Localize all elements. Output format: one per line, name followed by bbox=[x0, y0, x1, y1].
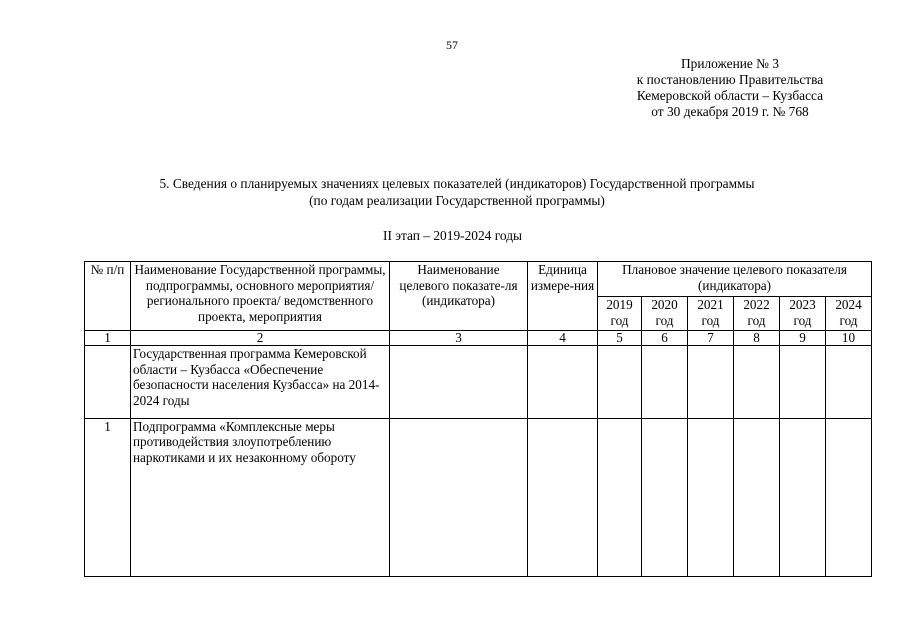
header-planned-value: Плановое значение целевого показателя (индикатора) bbox=[598, 262, 872, 297]
empty-cell bbox=[688, 418, 734, 576]
header-indicator: Наименование целевого показате-ля (индикатора) bbox=[390, 262, 528, 331]
column-number: 3 bbox=[390, 330, 528, 346]
column-number: 5 bbox=[598, 330, 642, 346]
row-num bbox=[85, 346, 131, 419]
row-name: Государственная программа Кемеровской области – Кузбасса «Обеспечение безопасности населения Кузбасса» на 2014-2024 годы bbox=[131, 346, 390, 419]
row-name: Подпрограмма «Комплексные меры противодействия злоупотреблению наркотиками и их незаконному обороту bbox=[131, 418, 390, 576]
appendix-line: Кемеровской области – Кузбасса bbox=[636, 88, 824, 103]
empty-cell bbox=[528, 418, 598, 576]
empty-cell bbox=[826, 418, 872, 576]
header-year: 2022 год bbox=[734, 297, 780, 330]
page-number: 57 bbox=[446, 38, 458, 52]
column-number: 2 bbox=[131, 330, 390, 346]
table-row bbox=[85, 346, 872, 419]
stage-heading: II этап – 2019-2024 годы bbox=[383, 228, 522, 243]
column-number: 7 bbox=[688, 330, 734, 346]
table-row bbox=[85, 418, 872, 576]
column-numbers-row bbox=[85, 330, 872, 346]
header-year: 2020 год bbox=[642, 297, 688, 330]
header-year: 2021 год bbox=[688, 297, 734, 330]
appendix-line: к постановлению Правительства bbox=[636, 72, 824, 87]
indicators-table bbox=[84, 261, 872, 577]
column-number: 8 bbox=[734, 330, 780, 346]
empty-cell bbox=[734, 346, 780, 419]
document-title bbox=[60, 176, 854, 209]
header-year: 2024 год bbox=[826, 297, 872, 330]
column-number: 10 bbox=[826, 330, 872, 346]
empty-cell bbox=[598, 418, 642, 576]
empty-cell bbox=[688, 346, 734, 419]
column-number: 6 bbox=[642, 330, 688, 346]
header-name: Наименование Государственной программы, подпрограммы, основного мероприятия/регионального проекта/ ведомственного проекта, мероприятия bbox=[131, 262, 390, 331]
empty-cell bbox=[642, 346, 688, 419]
column-number: 9 bbox=[780, 330, 826, 346]
header-unit: Единица измере-ния bbox=[528, 262, 598, 331]
empty-cell bbox=[780, 418, 826, 576]
header-year: 2023 год bbox=[780, 297, 826, 330]
empty-cell bbox=[734, 418, 780, 576]
header-row bbox=[85, 262, 872, 297]
row-num: 1 bbox=[85, 418, 131, 576]
column-number: 1 bbox=[85, 330, 131, 346]
header-num: № п/п bbox=[85, 262, 131, 331]
empty-cell bbox=[780, 346, 826, 419]
empty-cell bbox=[826, 346, 872, 419]
empty-cell bbox=[598, 346, 642, 419]
empty-cell bbox=[642, 418, 688, 576]
appendix-line: от 30 декабря 2019 г. № 768 bbox=[651, 104, 809, 119]
title-line: 5. Сведения о планируемых значениях целевых показателей (индикаторов) Государственной программы bbox=[159, 176, 755, 191]
appendix-line: Приложение № 3 bbox=[680, 56, 780, 71]
title-line: (по годам реализации Государственной программы) bbox=[309, 192, 605, 208]
empty-cell bbox=[528, 346, 598, 419]
empty-cell bbox=[390, 418, 528, 576]
column-number: 4 bbox=[528, 330, 598, 346]
empty-cell bbox=[390, 346, 528, 419]
appendix-block bbox=[600, 56, 860, 120]
header-year: 2019 год bbox=[598, 297, 642, 330]
